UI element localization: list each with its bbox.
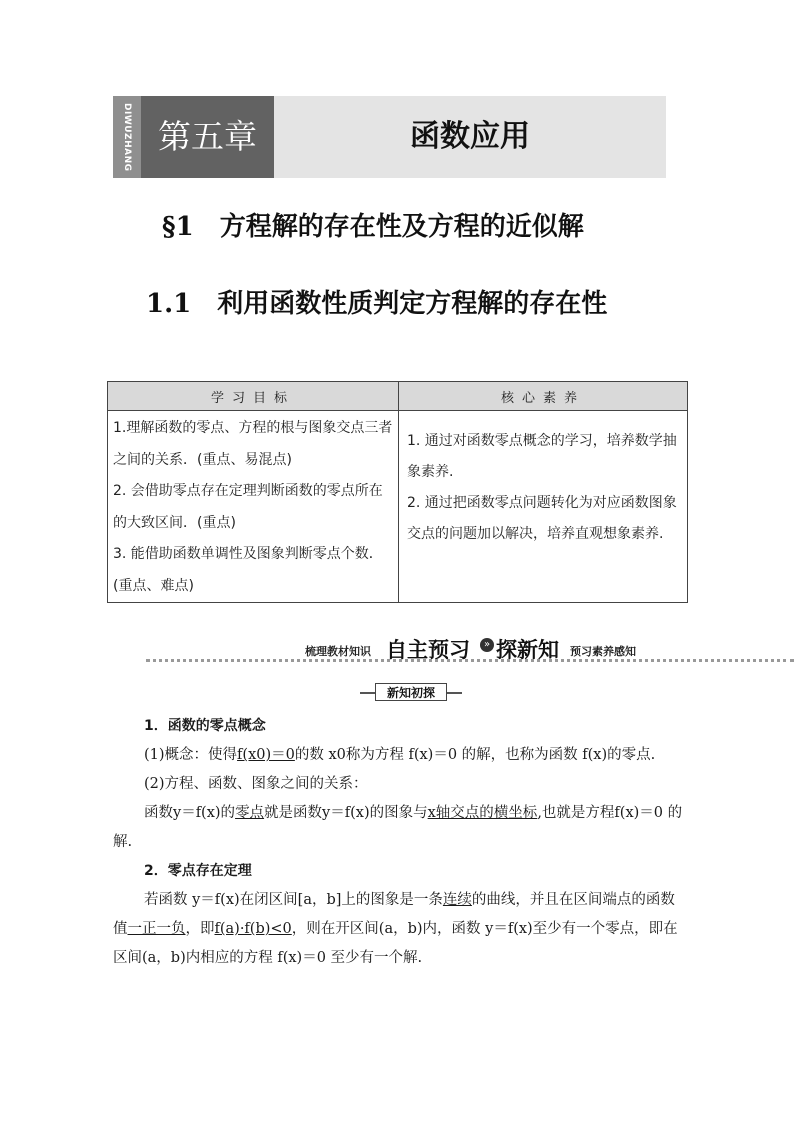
literacy-item: 1. 通过对函数零点概念的学习，培养数学抽象素养.	[407, 433, 677, 480]
content-body	[113, 712, 688, 973]
chapter-title: 函数应用	[410, 119, 530, 154]
paragraph-theorem: 若函数 y＝f(x)在闭区间[a，b]上的图象是一条连续的曲线，并且在区间端点的函数值一正一负，即f(a)·f(b)<0，则在开区间(a，b)内，函数 y＝f(x)至少有一个零点，即在区间(a，b)内相应的方程 f(x)＝0 至少有一个解.	[113, 892, 678, 966]
new-knowledge-tag	[360, 683, 462, 701]
blank-answer: 连续	[442, 892, 472, 908]
blank-answer: f(a)·f(b)<0	[214, 921, 292, 937]
blank-answer: 一正一负	[127, 921, 186, 937]
chapter-label: 第五章	[141, 96, 274, 178]
paragraph-definition: (1)概念：使得f(x0)＝0的数 x0称为方程 f(x)＝0 的解，也称为函数 f(x)的零点.	[144, 747, 656, 763]
learning-goals-cell	[108, 411, 399, 603]
preview-right-caption: 预习素养感知	[570, 645, 636, 658]
tag-label: 新知初探	[375, 683, 447, 701]
paragraph-relation: (2)方程、函数、图象之间的关系：	[144, 776, 368, 792]
header-core-literacy: 核心素养	[399, 382, 688, 411]
preview-left-caption: 梳理教材知识	[305, 645, 371, 658]
subsection-title: 1.1 利用函数性质判定方程解的存在性	[146, 289, 608, 319]
goal-item: 3. 能借助函数单调性及图象判断零点个数．(重点、难点)	[113, 546, 383, 594]
header-learning-goals: 学习目标	[108, 382, 399, 411]
paragraph-relation-detail: 函数y＝f(x)的零点就是函数y＝f(x)的图象与x轴交点的横坐标,也就是方程f(x)＝0 的解.	[113, 805, 683, 850]
section-title: §1 方程解的存在性及方程的近似解	[162, 212, 584, 242]
double-arrow-icon: »	[480, 638, 494, 652]
goal-item: 1.理解函数的零点、方程的根与图象交点三者之间的关系．(重点、易混点)	[113, 420, 393, 468]
objectives-table	[107, 381, 688, 603]
preview-main-title: 自主预习	[386, 638, 470, 662]
blank-answer: f(x0)＝0	[237, 747, 295, 763]
blank-answer: 零点	[235, 805, 265, 821]
literacy-item: 2. 通过把函数零点问题转化为对应函数图象交点的问题加以解决，培养直观想象素养.	[407, 495, 677, 542]
preview-sub-title: 探新知	[496, 638, 559, 662]
heading-zero-theorem: 2．零点存在定理	[144, 863, 252, 879]
heading-zero-concept: 1．函数的零点概念	[144, 718, 266, 734]
goal-item: 2. 会借助零点存在定理判断函数的零点所在的大致区间．(重点)	[113, 483, 383, 531]
chapter-pinyin: DIWUZHANG	[122, 102, 132, 172]
core-literacy-cell	[399, 411, 688, 603]
blank-answer: x轴交点的横坐标	[427, 805, 538, 821]
dotted-divider	[146, 659, 794, 662]
chapter-side-strip	[113, 96, 141, 178]
